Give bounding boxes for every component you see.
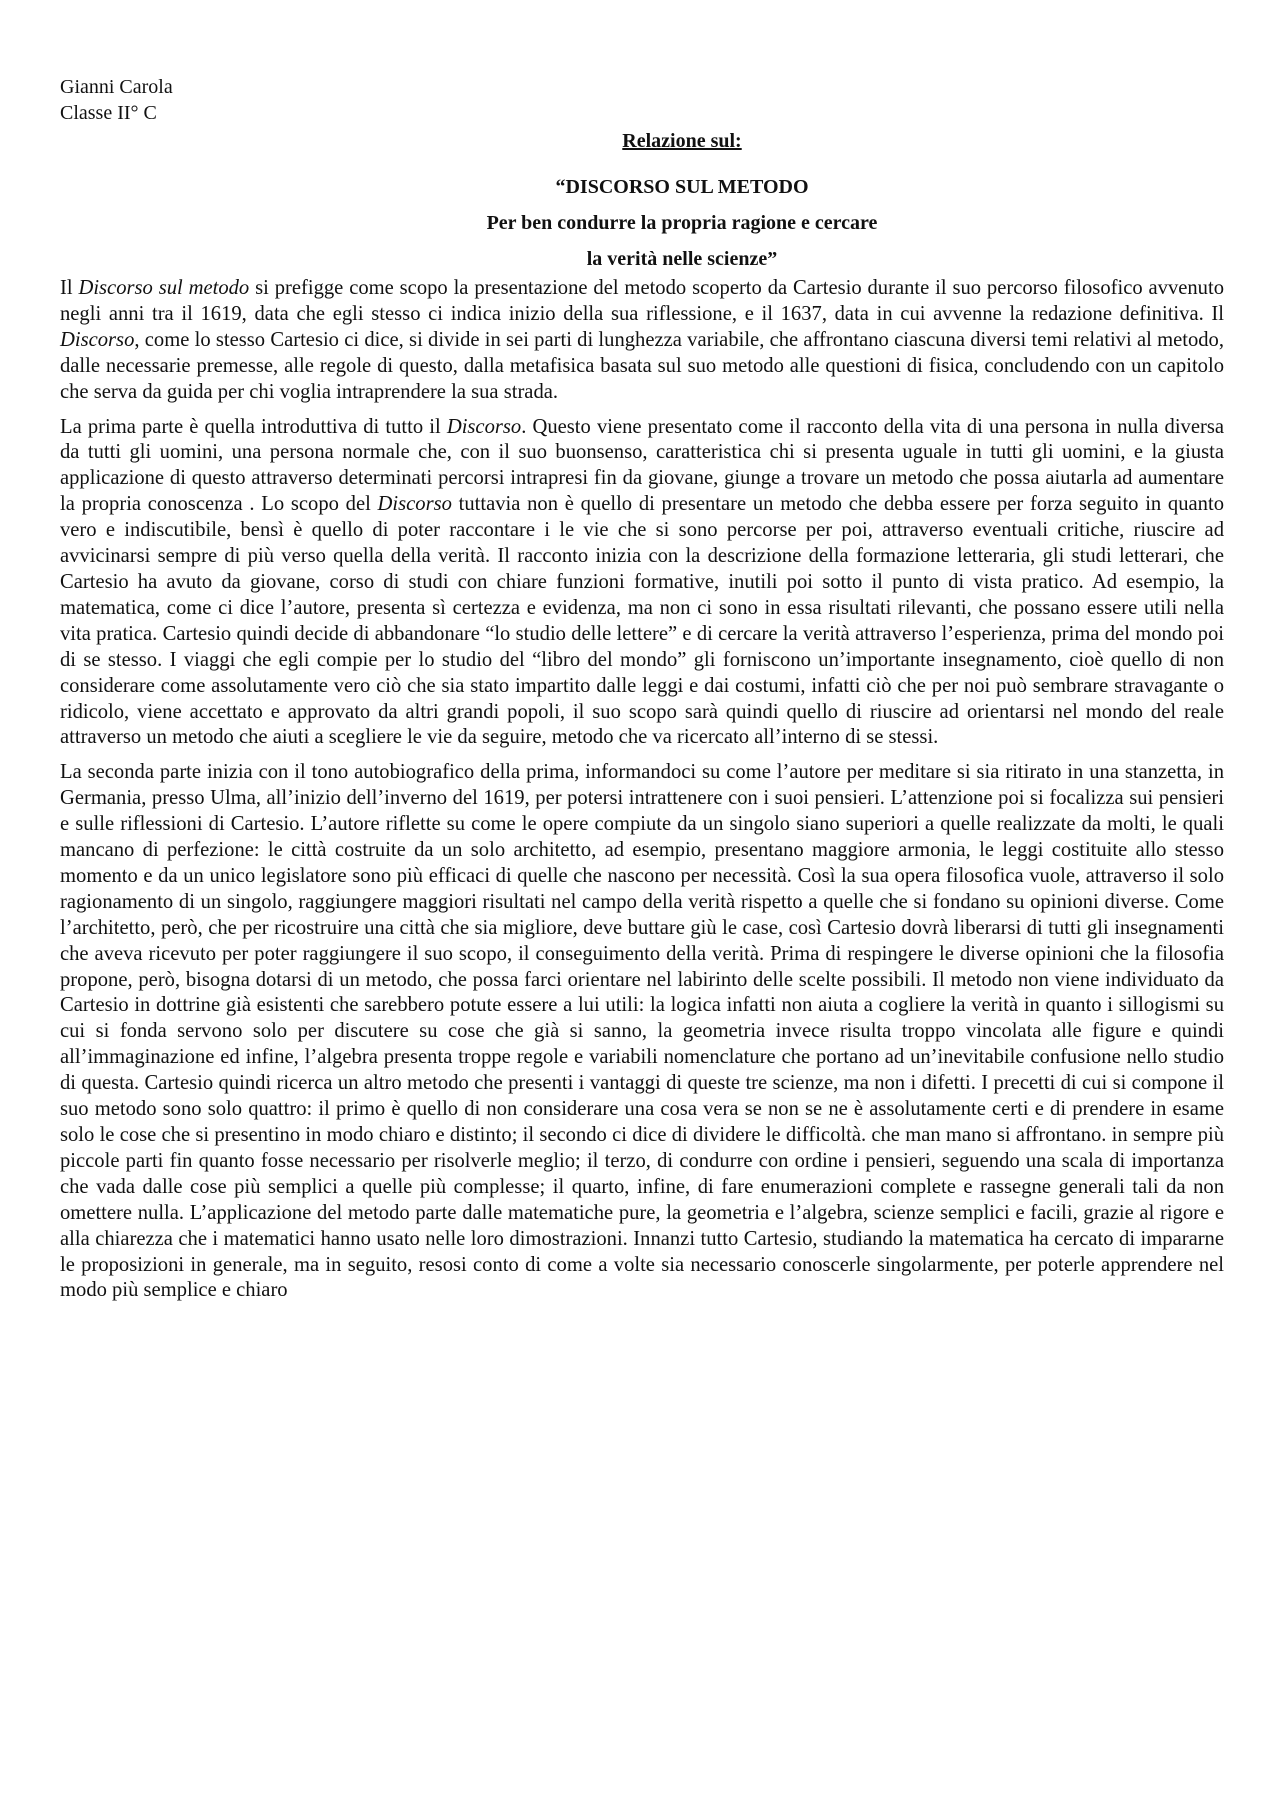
text-segment: La seconda parte inizia con il tono autobiografico della prima, informandoci su come l’autore per meditare si sia ritirato in una stanzetta, in Germania, presso Ulma, all’inizio dell’inverno del 1619, per potersi intrattenere con i suoi pensieri. L’attenzione poi si focalizza sui pensieri e sulle riflessioni di Cartesio. L’autore riflette su come le opere compiute da un singolo siano superiori a quelle realizzate da molti, le quali mancano di perfezione: le città costruite da un solo architetto, ad esempio, presentano maggiore armonia, le leggi costituite allo stesso momento e da un unico legislatore sono più efficaci di quelle che nascono per necessità. Così la sua opera filosofica vuole, attraverso il solo ragionamento di un singolo, raggiungere maggiori risultati nel campo della verità rispetto a quelle che si fondano su opinioni diverse. Come l’architetto, però, che per ricostruire una città che sia migliore, deve buttare giù le case, così Cartesio dovrà liberarsi di tutti gli insegnamenti che aveva ricevuto per poter raggiungere il suo scopo, il conseguimento della verità. Prima di respingere le diverse opinioni che la filosofia propone, però, bisogna dotarsi di un metodo, che possa farci orientare nel labirinto delle scelte possibili. Il metodo non viene individuato da Cartesio in dottrine già esistenti che sarebbero potute essere a lui utili: la logica infatti non aiuta a cogliere la verità in quanto i sillogismi su cui si fonda servono solo per discutere su cose che già si sanno, la geometria invece risulta troppo vincolata alle figure e quindi all’immaginazione ed infine, l’algebra presenta troppe regole e variabili nomenclature che portano ad un’inevitabile confusione nello studio di questa. Cartesio quindi ricerca un altro metodo che presenti i vantaggi di queste tre scienze, ma non i difetti. I precetti di cui si compone il suo metodo sono solo quattro: il primo è quello di non considerare una cosa vera se non se ne è assolutamente certi e di prendere in esame solo le cose che si presentino in modo chiaro e distinto; il secondo ci dice di dividere le difficoltà. che man mano si affrontano. in sempre più piccole parti fin quanto fosse necessario per risolverle meglio; il terzo, di condurre con ordine i pensieri, seguendo una scala di importanza che vada dalle cose più semplici a quelle più complesse; il quarto, infine, di fare enumerazioni complete e rassegne generali tali da non omettere nulla. L’applicazione del metodo parte dalle matematiche pure, la geometria e l’algebra, scienze semplici e facili, grazie al rigore e alla chiarezza che i matematici hanno usato nelle loro dimostrazioni. Innanzi tutto Cartesio, studiando la matematica ha cercato di impararne le proposizioni in generale, ma in seguito, resosi conto di come a volte sia necessario conoscerle singolarmente, per poterle apprendere nel modo più semplice e chiaro bbox=[60, 761, 1224, 1302]
class-name: Classe II° C bbox=[60, 102, 157, 124]
report-label: Relazione sul: bbox=[622, 130, 742, 152]
paragraph-2 bbox=[60, 415, 1224, 752]
paragraph-3 bbox=[60, 760, 1224, 1304]
text-segment: tuttavia non è quello di presentare un metodo che debba essere per forza seguito in quanto vero e indiscutibile, bensì è quello di poter raccontare i le vie che si sono percorse per poi, attraverso eventuali critiche, riuscire ad avvicinarsi sempre di più verso quella della verità. Il racconto inizia con la descrizione della formazione letteraria, gli studi letterari, che Cartesio ha avuto da giovane, corso di studi con chiare funzioni formative, inutili poi sotto il punto di vista pratico. Ad esempio, la matematica, come ci dice l’autore, presenta sì certezza e evidenza, ma non ci sono in essa risultati rilevanti, che possano essere utili nella vita pratica. Cartesio quindi decide di abbandonare “lo studio delle lettere” e di cercare la verità attraverso l’esperienza, prima del mondo poi di se stesso. I viaggi che egli compie per lo studio del “libro del mondo” gli forniscono un’importante insegnamento, cioè quello di non considerare come assolutamente vero ciò che sia stato impartito dalle leggi e dai costumi, infatti ciò che per noi può sembrare stravagante o ridicolo, viene accettato e approvato da altri grandi popoli, il suo scopo sarà quindi quello di riuscire ad orientarsi nel mondo del reale attraverso un metodo che aiuti a scegliere le vie da seguire, metodo che va ricercato all’interno di se stessi. bbox=[60, 493, 1224, 749]
document-subtitle-line-1: Per ben condurre la propria ragione e cercare bbox=[486, 212, 878, 234]
text-segment: si prefigge come scopo la presentazione del metodo scoperto da Cartesio durante il suo percorso filosofico avvenuto negli anni tra il 1619, data che egli stesso ci indica inizio della sua riflessione, e il 1637, data in cui avvenne la redazione definitiva. Il bbox=[60, 277, 1224, 325]
text-segment: , come lo stesso Cartesio ci dice, si divide in sei parti di lunghezza variabile, che affrontano ciascuna diversi temi relativi al metodo, dalle necessarie premesse, alle regole di questo, dalla metafisica basata sul suo metodo alle questioni di fisica, concludendo con un capitolo che serva da guida per chi voglia intraprendere la sua strada. bbox=[60, 328, 1224, 403]
text-segment: . Questo viene presentato come il racconto della vita di una persona in nulla diversa da tutti gli uomini, una persona normale che, con il suo buonsenso, caratteristica chi si presenta uguale in tutti gli uomini, e la giusta applicazione di questo attraverso determinati percorsi intrapresi fin da giovane, giunge a trovare un metodo che possa aiutarla ad aumentare la propria conoscenza . Lo scopo del bbox=[60, 415, 1224, 516]
text-segment-italic: Discorso sul metodo bbox=[78, 277, 250, 299]
paragraph-1 bbox=[60, 276, 1224, 406]
document-subtitle-line-2: la verità nelle scienze” bbox=[586, 248, 778, 270]
text-segment: La prima parte è quella introduttiva di tutto il bbox=[60, 415, 447, 438]
text-segment: Il bbox=[60, 277, 79, 299]
document-page bbox=[60, 74, 1224, 1313]
text-segment-italic: Discorso bbox=[446, 415, 522, 438]
body-text bbox=[60, 276, 1224, 1304]
text-segment-italic: Discorso bbox=[377, 493, 452, 516]
text-segment-italic: Discorso bbox=[60, 328, 135, 351]
document-title: “DISCORSO SUL METODO bbox=[555, 176, 809, 198]
title-block bbox=[140, 128, 1224, 272]
author-name: Gianni Carola bbox=[60, 76, 173, 98]
